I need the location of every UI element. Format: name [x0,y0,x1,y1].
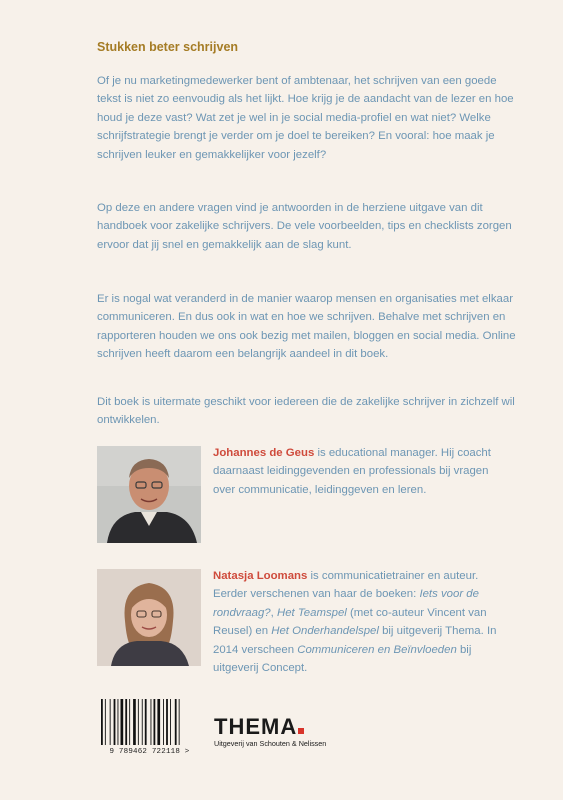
cover-title: Stukken beter schrijven [97,40,239,54]
barcode-bar [145,699,147,745]
book-title: Het Teamspel [276,606,347,619]
publisher-tagline: Uitgeverij van Schouten & Nelissen [214,739,327,748]
author-name: Natasja Loomans [213,570,308,582]
barcode-bar [105,699,106,745]
barcode-bar [166,699,168,745]
barcode-bar [163,699,164,745]
barcode-bar [138,699,139,745]
barcode-bar [179,699,180,745]
author-bio-text: is communicatietrainer en auteur. Eerder verschenen van haar de boeken: [213,570,479,601]
barcode-bar [101,699,103,745]
barcode-bar [121,699,124,745]
author-bio-text: bij uitgeverij Concept. [213,643,472,675]
barcode-bar [170,699,171,745]
barcode-bar [157,699,160,745]
separator-text: , [270,606,277,619]
author-bio-johannes [213,444,513,499]
barcode-bar [142,699,143,745]
barcode-bar [110,699,111,745]
intro-paragraph: Of je nu marketingmedewerker bent of ambtenaar, het schrijven van een goede tekst is niet zo eenvoudig als het lijkt. Hoe krijg je de aandacht van de lezer en hoe houd je deze vast? Wat zet je wel in je social media-profiel en wat niet? Welke schrijfstrategie brengt je verder om je doel te bereiken? En vooral: hoe maak je schrijven leuker en gemakkelijker voor jezelf? [97,75,514,161]
author-bio-text: (met co-auteur Vincent van Reusel) en [213,606,487,638]
book-title: Communiceren en Beïnvloeden [297,643,457,656]
author-name: Johannes de Geus [213,447,315,459]
barcode-bar [133,699,136,745]
changes-paragraph: Er is nogal wat veranderd in de manier waarop mensen en organisaties met elkaar communiceren. En dus ook in wat en hoe we schrijven. Behalve met schrijven en rapporteren houden we ons ook bezig met mailen, bloggen en social media. Online schrijven heeft daarom een belangrijk aandeel in dit boek. [97,293,516,361]
publisher-logo-word: THEMA [214,714,298,739]
isbn-number: 9 789462 722118 > [109,748,190,756]
author-bio-text: is educational manager. Hij coacht daarnaast leidinggevenden en professionals bij vragen over communicatie, leidinggeven en leren. [213,447,491,496]
barcode-bar [114,699,116,745]
barcode-bar [151,699,152,745]
barcode-bar [154,699,156,745]
barcode-bar [129,699,130,745]
book-title: Het Onderhandelspel [271,625,379,638]
barcode-bar [125,699,127,745]
logo-dot-icon [298,728,304,734]
author-photo-johannes [97,446,201,543]
answers-paragraph: Op deze en andere vragen vind je antwoorden in de herziene uitgave van dit handboek voor zakelijke schrijvers. De vele voorbeelden, tips en checklists zorgen ervoor dat jij snel en gemakkelijk aan de slag kunt. [97,202,512,251]
author-bio-natasja [213,567,513,677]
author-photo-natasja [97,569,201,666]
barcode-bar [118,699,119,745]
publisher-logo [214,714,326,748]
author-bio-text: bij uitgeverij Thema. In 2014 verscheen [213,625,497,656]
barcode-bar [175,699,177,745]
book-title: Iets voor de rondvraag? [213,588,479,619]
audience-paragraph: Dit boek is uitermate geschikt voor iedereen die de zakelijke schrijver in zichzelf wil ontwikkelen. [97,396,515,427]
